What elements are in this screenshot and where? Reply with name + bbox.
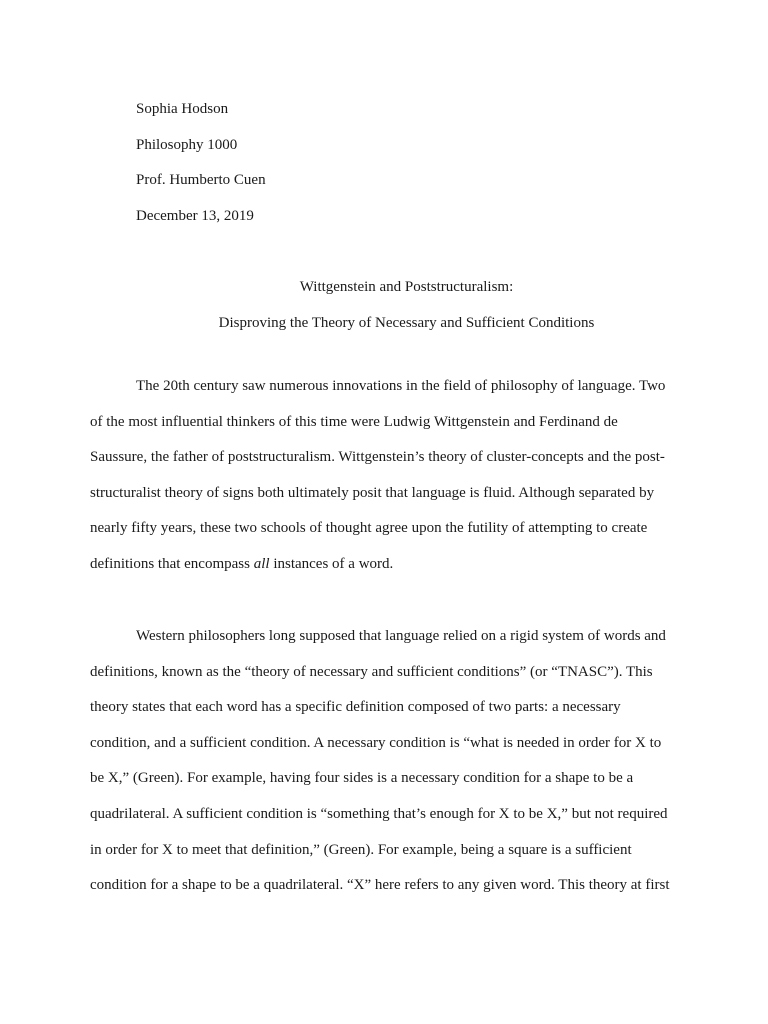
paragraph-line-last bbox=[90, 547, 678, 583]
paragraph-line: definitions, known as the “theory of necessary and sufficient conditions” (or “TNASC”). This bbox=[90, 663, 653, 680]
paragraph-line: of the most influential thinkers of this time were Ludwig Wittgenstein and Ferdinand de bbox=[90, 413, 618, 430]
paragraph-line: nearly fifty years, these two schools of thought agree upon the futility of attempting to create bbox=[90, 520, 648, 537]
mla-header bbox=[136, 92, 266, 234]
body-paragraph-2 bbox=[90, 619, 678, 904]
paper-date: December 13, 2019 bbox=[136, 207, 254, 224]
emphasis-text: all bbox=[253, 555, 270, 572]
paragraph-line: Western philosophers long supposed that language relied on a rigid system of words and bbox=[136, 628, 666, 644]
paper-title bbox=[60, 270, 753, 341]
paragraph-line: theory states that each word has a specific definition composed of two parts: a necessary bbox=[90, 699, 621, 716]
professor-name: Prof. Humberto Cuen bbox=[136, 172, 266, 189]
paragraph-line: quadrilateral. A sufficient condition is “something that’s enough for X to be X,” but not required bbox=[90, 805, 668, 822]
title-line-2: Disproving the Theory of Necessary and Sufficient Conditions bbox=[218, 314, 595, 331]
course-name: Philosophy 1000 bbox=[136, 136, 238, 153]
paragraph-line: The 20th century saw numerous innovations in the field of philosophy of language. Two bbox=[136, 378, 666, 394]
author-name: Sophia Hodson bbox=[136, 101, 229, 117]
paragraph-line: be X,” (Green). For example, having four sides is a necessary condition for a shape to be a bbox=[90, 770, 634, 787]
paragraph-line: in order for X to meet that definition,” (Green). For example, being a square is a sufficient bbox=[90, 841, 632, 858]
paragraph-line: structuralist theory of signs both ultimately posit that language is fluid. Although separated by bbox=[90, 484, 655, 501]
paragraph-line: condition for a shape to be a quadrilateral. “X” here refers to any given word. This theory at first bbox=[90, 877, 670, 894]
paragraph-line: condition, and a sufficient condition. A necessary condition is “what is needed in order for X to bbox=[90, 734, 662, 751]
title-line-1: Wittgenstein and Poststructuralism: bbox=[299, 279, 514, 295]
line-text: instances of a word. bbox=[269, 555, 394, 572]
body-paragraph-1 bbox=[90, 369, 678, 583]
line-text: definitions that encompass bbox=[90, 555, 254, 572]
paragraph-line: Saussure, the father of poststructuralism. Wittgenstein’s theory of cluster-concepts and the post- bbox=[90, 449, 665, 466]
